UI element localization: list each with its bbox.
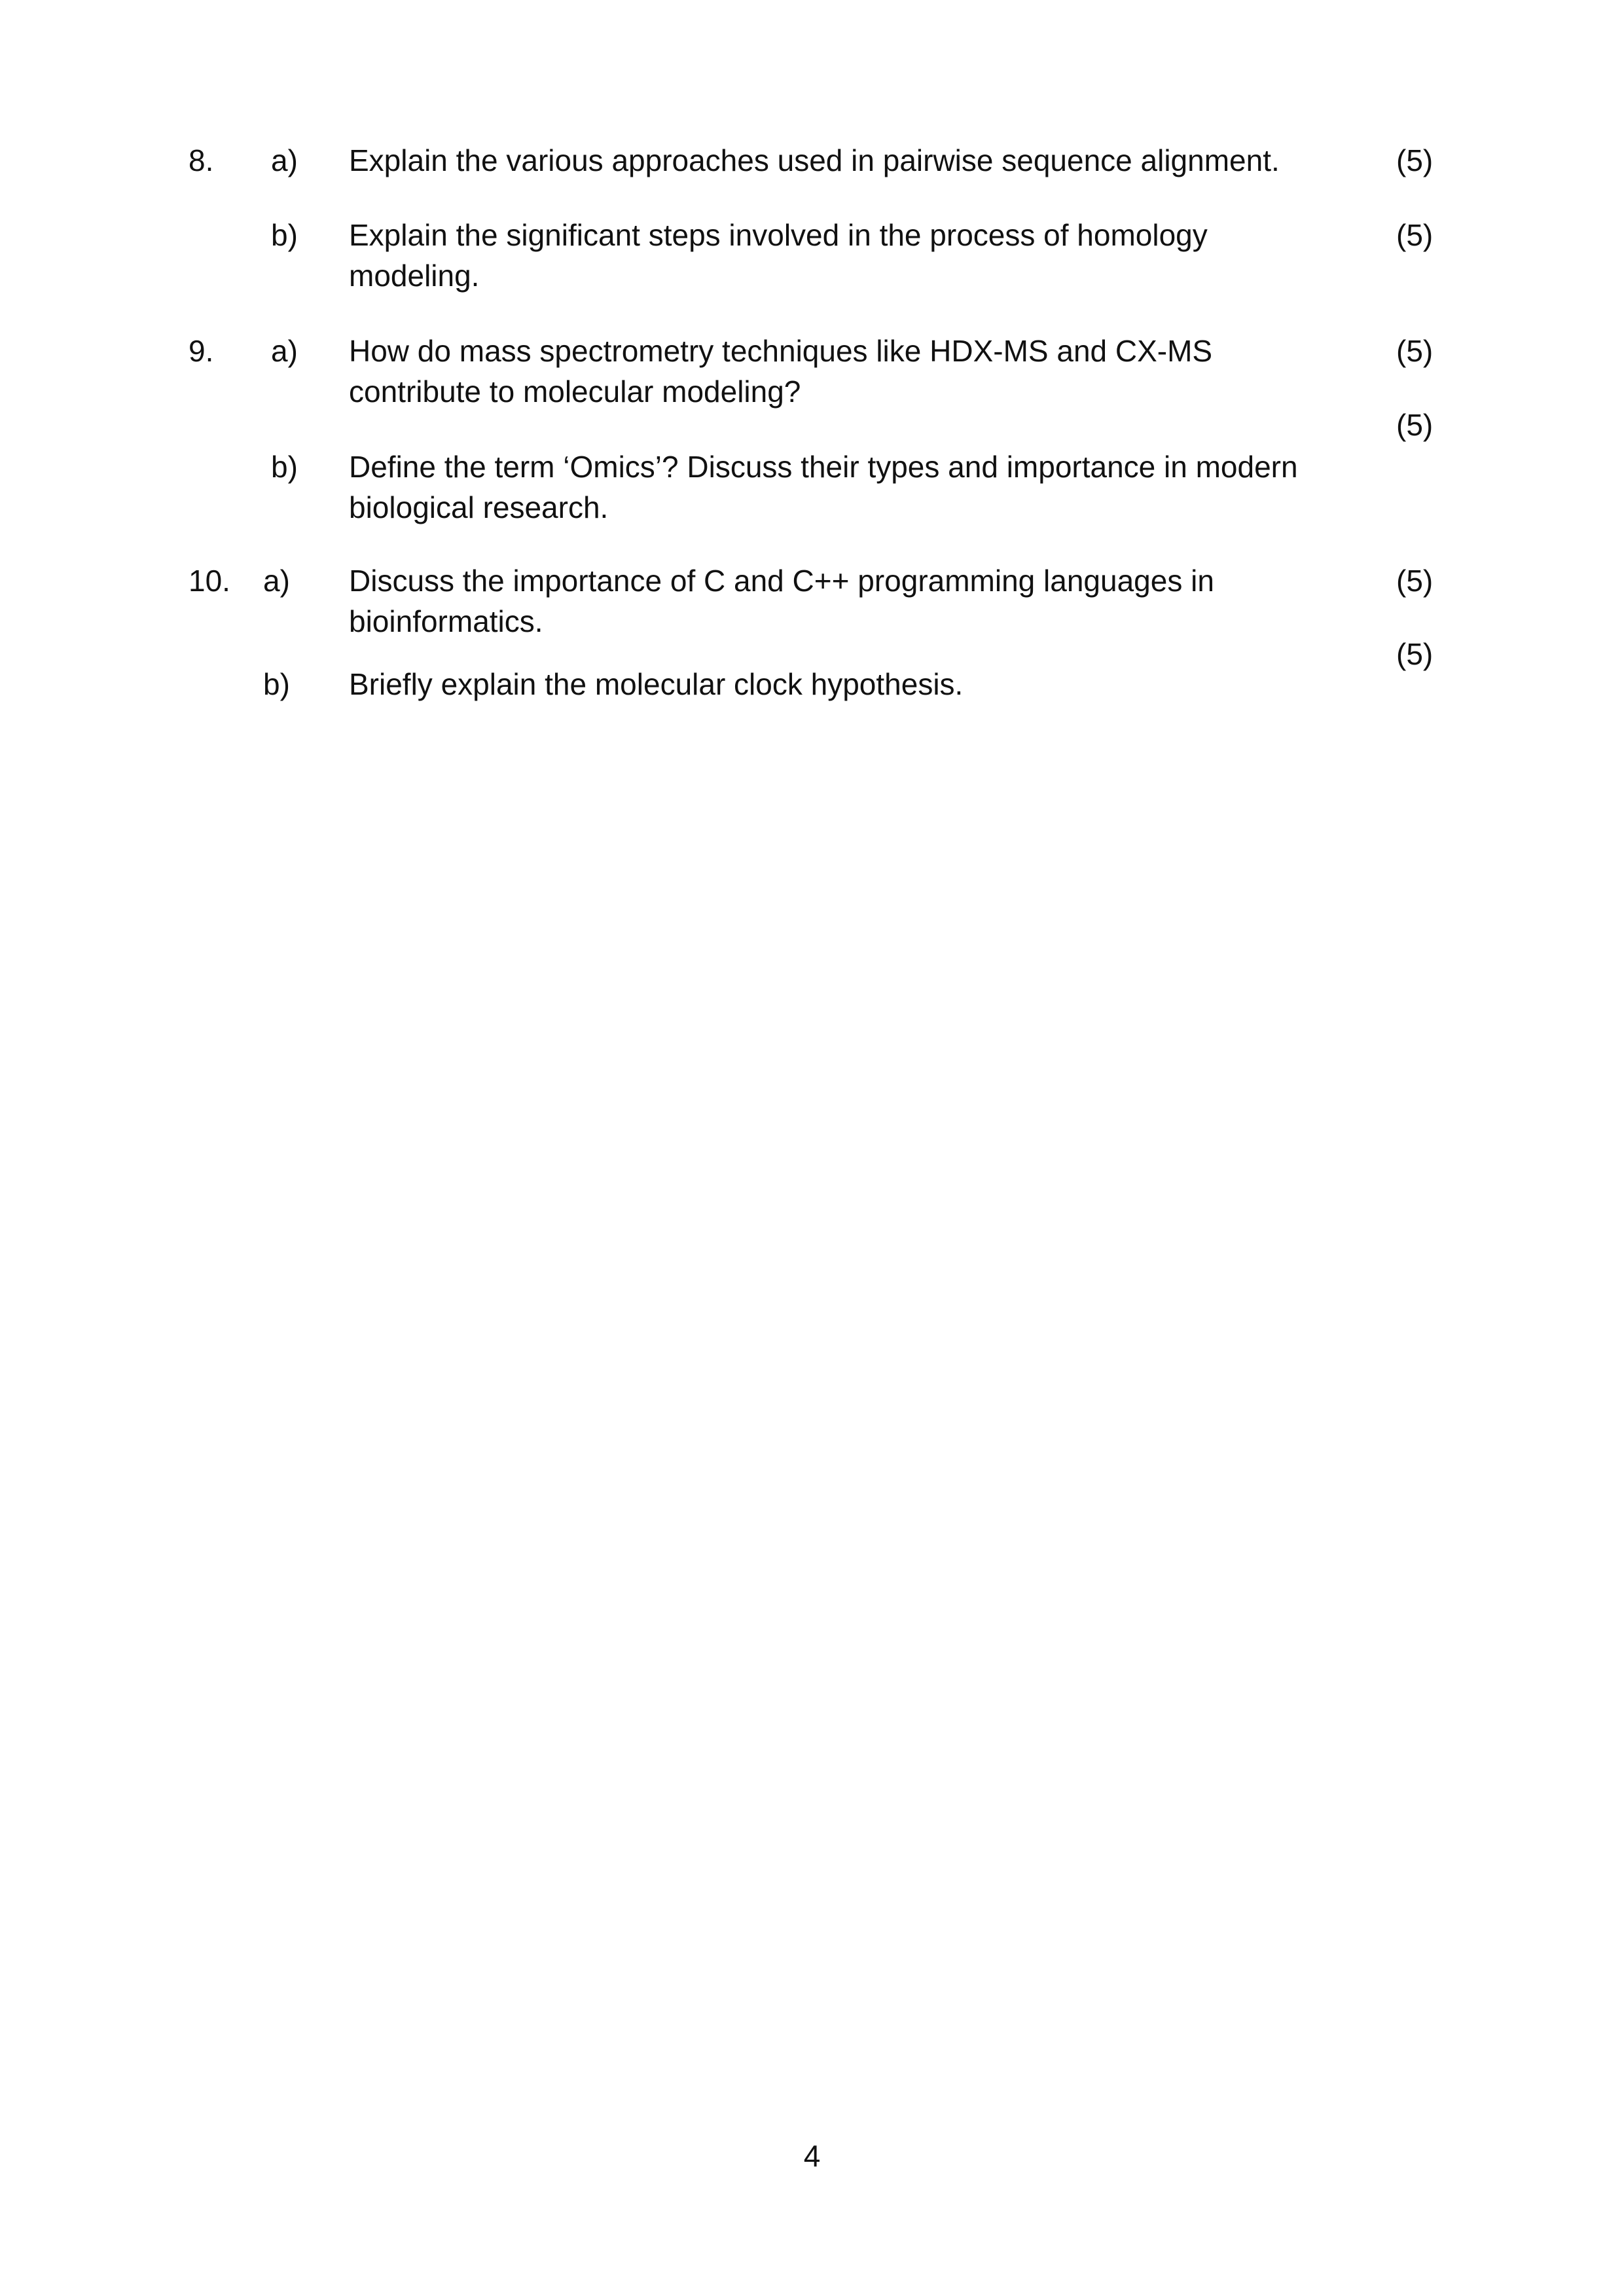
marks: (5) xyxy=(1396,408,1434,442)
question-text: How do mass spectrometry techniques like HDX-MS and CX-MS contribute to molecular modeling? xyxy=(349,334,1213,409)
question-text: Define the term ‘Omics’? Discuss their types and importance in modern biological research. xyxy=(349,450,1298,524)
marks: (5) xyxy=(1396,334,1434,368)
part-label: b) xyxy=(271,450,298,484)
marks: (5) xyxy=(1396,218,1434,252)
question-number: 9. xyxy=(189,334,214,368)
part-label: a) xyxy=(271,143,298,177)
question-text: Briefly explain the molecular clock hypothesis. xyxy=(349,667,964,701)
marks: (5) xyxy=(1396,143,1434,177)
question-text: Explain the significant steps involved in the process of homology modeling. xyxy=(349,218,1208,293)
question-text: Explain the various approaches used in pairwise sequence alignment. xyxy=(349,143,1280,177)
part-label: b) xyxy=(263,667,290,701)
question-number: 10. xyxy=(189,564,230,598)
part-label: a) xyxy=(263,564,290,598)
part-label: a) xyxy=(271,334,298,368)
marks: (5) xyxy=(1396,564,1434,598)
page-number: 4 xyxy=(803,2139,821,2173)
marks: (5) xyxy=(1396,637,1434,671)
question-number: 8. xyxy=(189,143,214,177)
part-label: b) xyxy=(271,218,298,252)
question-text: Discuss the importance of C and C++ programming languages in bioinformatics. xyxy=(349,564,1214,638)
